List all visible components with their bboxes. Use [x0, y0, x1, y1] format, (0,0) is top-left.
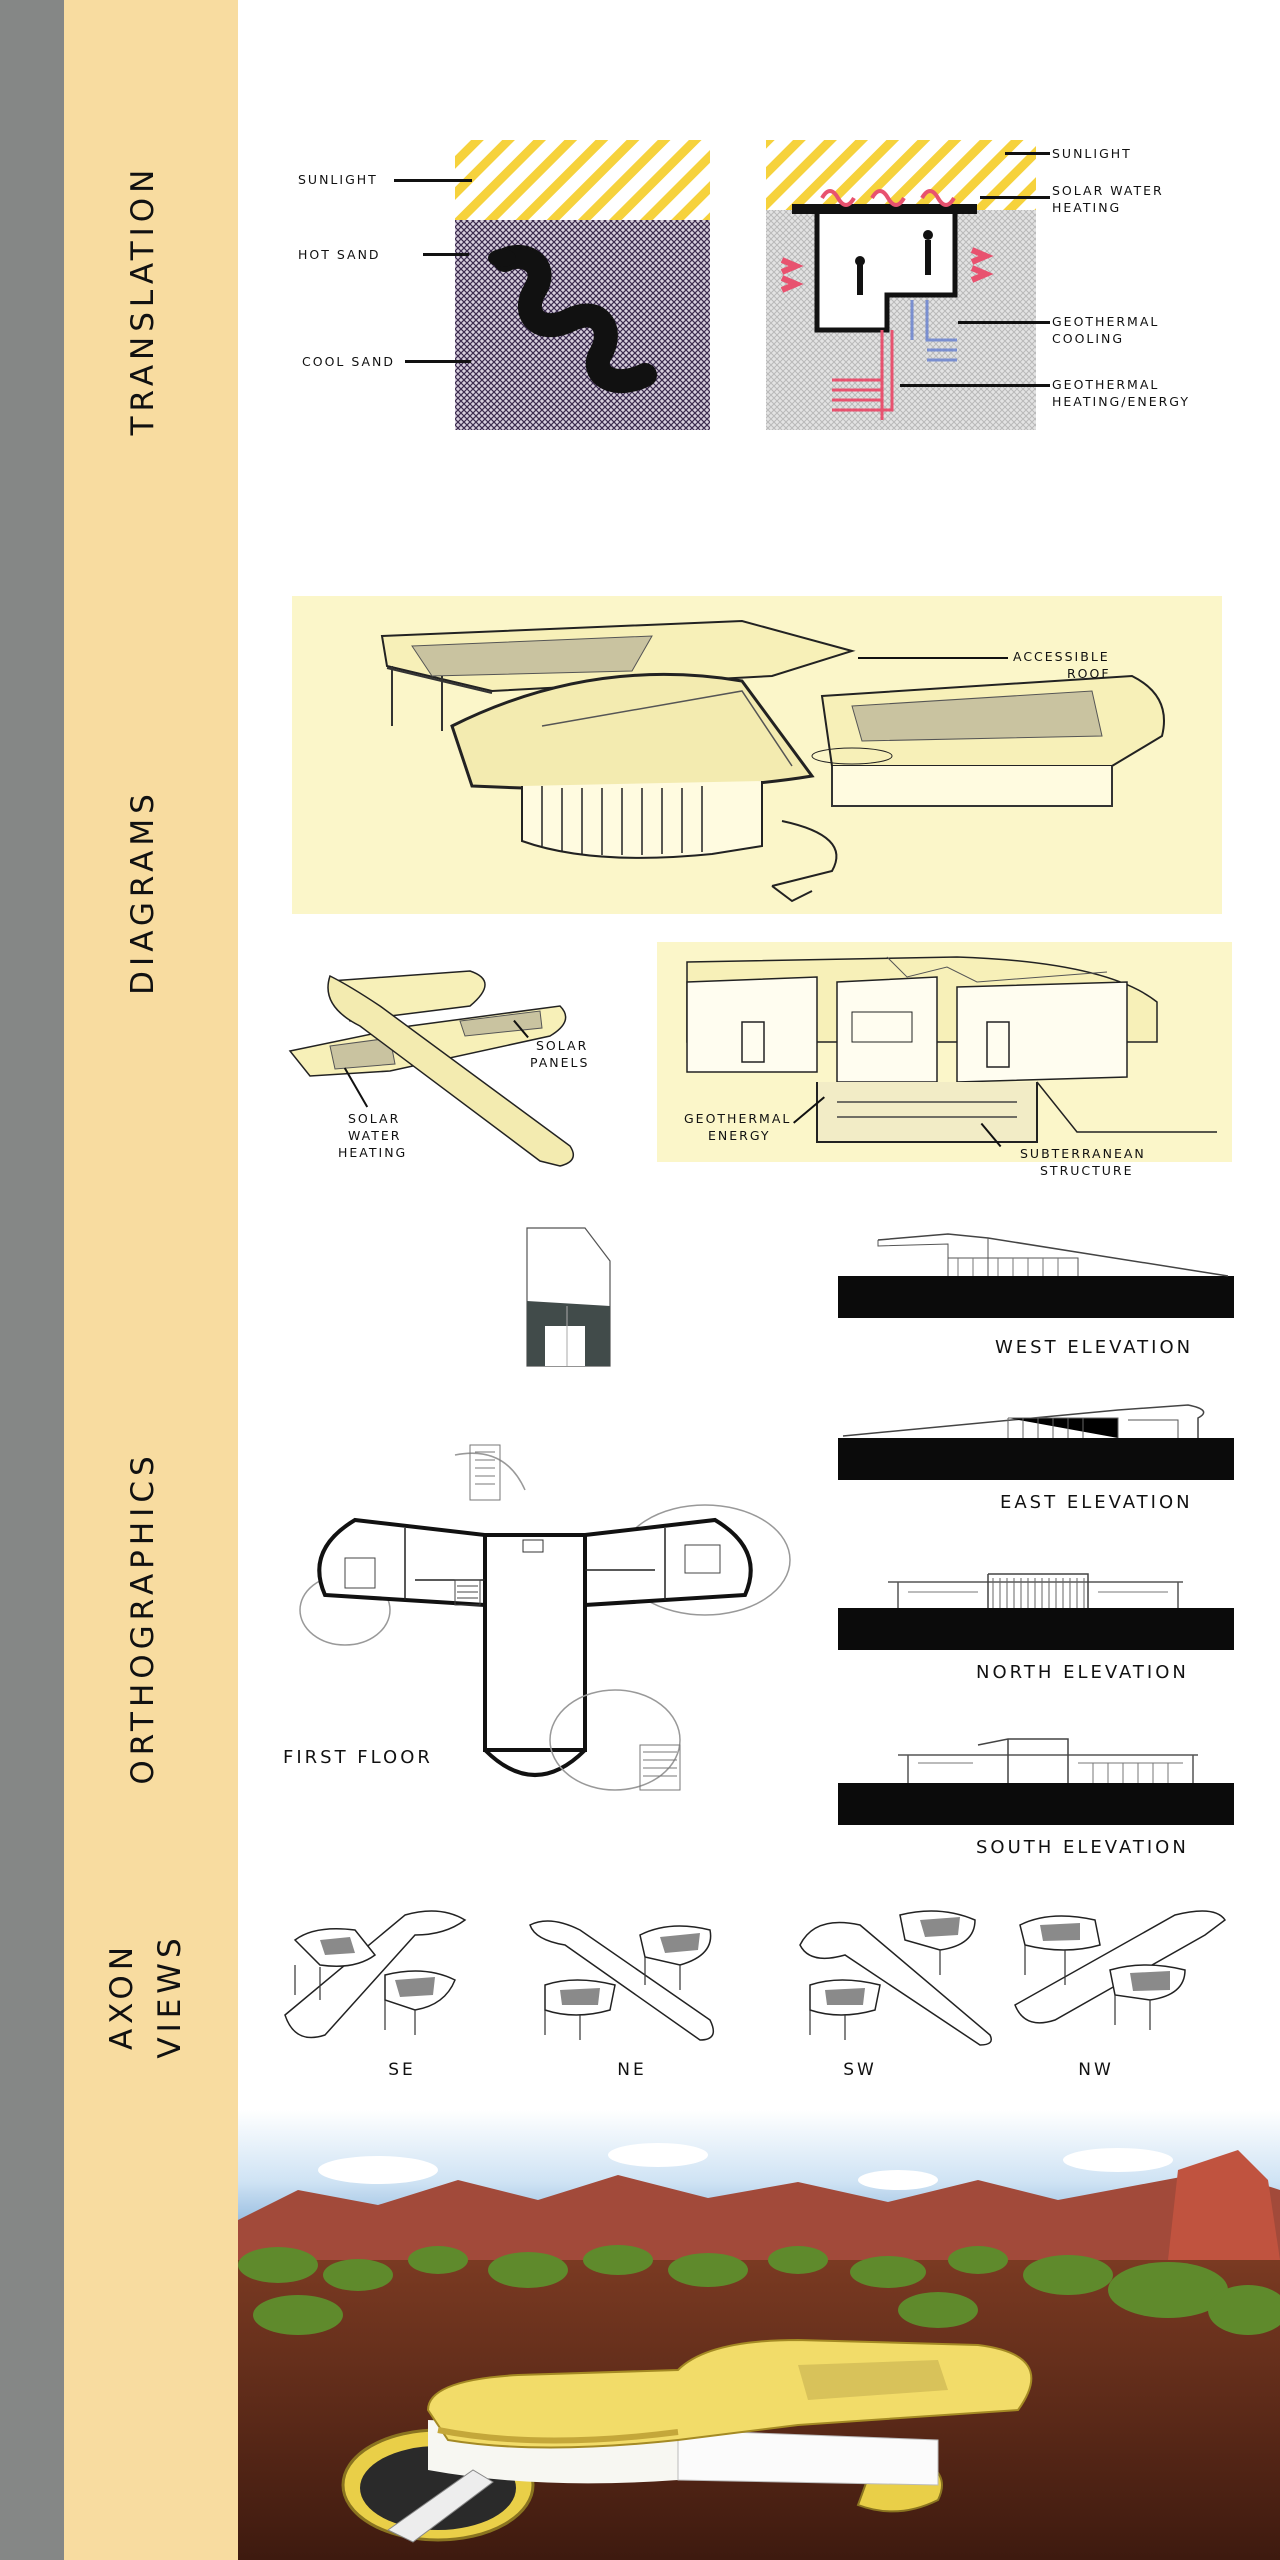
west-elevation-drawing — [838, 1228, 1234, 1318]
leader-line — [405, 360, 471, 363]
desert-site-rendering — [238, 2110, 1280, 2560]
section-title-views: VIEWS — [152, 1933, 188, 2059]
roof-plan-fragment — [525, 1226, 615, 1371]
leader-line — [958, 321, 1050, 324]
leader-line — [1005, 152, 1050, 155]
label-geo-cooling-2: COOLING — [1052, 331, 1125, 346]
label-sunlight: SUNLIGHT — [298, 172, 378, 187]
label-subterranean-1: SUBTERRANEAN — [1020, 1146, 1146, 1161]
leader-line — [858, 657, 1008, 659]
label-solar-panels-2: PANELS — [530, 1055, 590, 1070]
label-geo-heating-2: HEATING/ENERGY — [1052, 394, 1190, 409]
label-first-floor: FIRST FLOOR — [283, 1747, 433, 1768]
label-accessible-roof-1: ACCESSIBLE — [1013, 649, 1110, 664]
label-axon-ne: NE — [617, 2060, 647, 2080]
leader-line — [394, 179, 472, 182]
axon-view-sw — [790, 1895, 1005, 2050]
label-axon-nw: NW — [1078, 2060, 1114, 2080]
label-accessible-roof-2: ROOF — [1067, 666, 1111, 681]
north-elevation-drawing — [838, 1560, 1234, 1650]
section-title-axon: AXON — [104, 1941, 140, 2051]
label-sunlight-right: SUNLIGHT — [1052, 146, 1132, 161]
accessible-roof-render — [292, 596, 1222, 914]
label-cool-sand: COOL SAND — [302, 354, 396, 369]
label-solar-water-heating-1: SOLAR — [348, 1111, 401, 1126]
axon-view-se — [265, 1895, 480, 2050]
grey-strip — [0, 0, 64, 2560]
east-elevation-drawing — [838, 1390, 1234, 1480]
label-east-elevation: EAST ELEVATION — [1000, 1492, 1193, 1513]
label-geothermal-energy-2: ENERGY — [708, 1128, 771, 1143]
label-solar-water-1: SOLAR WATER — [1052, 183, 1164, 198]
leader-line — [980, 196, 1050, 199]
label-solar-water-heating-2: WATER — [348, 1128, 402, 1143]
leader-line — [423, 253, 469, 256]
label-subterranean-2: STRUCTURE — [1040, 1163, 1134, 1178]
label-geothermal-energy-1: GEOTHERMAL — [684, 1111, 792, 1126]
section-title-diagrams: DIAGRAMS — [125, 789, 161, 995]
label-axon-se: SE — [388, 2060, 416, 2080]
label-solar-water-2: HEATING — [1052, 200, 1122, 215]
axon-view-nw — [1005, 1895, 1230, 2050]
label-axon-sw: SW — [843, 2060, 877, 2080]
label-solar-panels-1: SOLAR — [536, 1038, 589, 1053]
label-solar-water-heating-3: HEATING — [338, 1145, 408, 1160]
section-title-orthographics: ORTHOGRAPHICS — [125, 1451, 161, 1785]
label-west-elevation: WEST ELEVATION — [995, 1337, 1194, 1358]
south-elevation-drawing — [838, 1735, 1234, 1825]
label-north-elevation: NORTH ELEVATION — [976, 1662, 1189, 1683]
geothermal-house-diagram — [762, 140, 1042, 440]
label-hot-sand: HOT SAND — [298, 247, 381, 262]
axon-view-ne — [520, 1895, 735, 2050]
label-south-elevation: SOUTH ELEVATION — [976, 1837, 1189, 1858]
snake-sand-diagram — [440, 140, 720, 440]
section-title-translation: TRANSLATION — [125, 164, 161, 436]
label-geo-cooling-1: GEOTHERMAL — [1052, 314, 1160, 329]
label-geo-heating-1: GEOTHERMAL — [1052, 377, 1160, 392]
leader-line — [900, 384, 1050, 387]
